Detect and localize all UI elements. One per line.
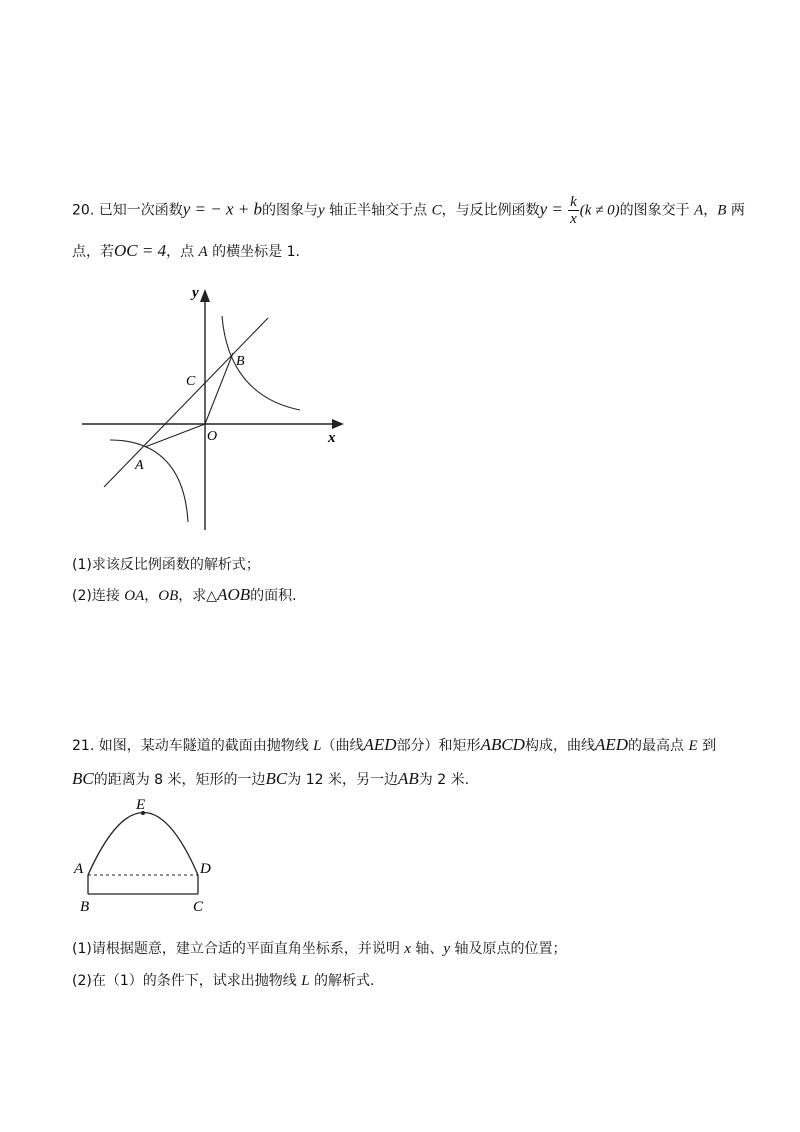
q20-figure	[80, 282, 350, 534]
q20-line-1: 20. 已知一次函数y = − x + b的图象与y 轴正半轴交于点 C，与反比例函数y = $\frac{k}{x}$ (k ≠ 0)的图象交于 A，B 两	[72, 194, 745, 227]
hyperbola-branch-3	[110, 440, 188, 522]
point-d-label: D	[200, 861, 211, 877]
q20-line-2: 点，若OC = 4，点 A 的横坐标是 1.	[72, 241, 300, 260]
q20-part-2: (2)连接 OA，OB，求△AOB的面积.	[72, 585, 297, 604]
segment-ob	[205, 353, 233, 424]
linear-equation: = − x + b	[190, 199, 262, 219]
point-b-label: B	[80, 899, 90, 915]
y-axis-arrow-icon	[200, 289, 210, 302]
q21-part-1: (1)请根据题意，建立合适的平面直角坐标系，并说明 x 轴、y 轴及原点的位置；	[72, 941, 567, 957]
parabola-arc	[88, 813, 198, 876]
y-axis-label: y	[192, 285, 199, 301]
q20-part-1: (1)求该反比例函数的解析式；	[72, 557, 260, 573]
x-axis-label: x	[328, 430, 336, 446]
q21-line-2: BC的距离为 8 米，矩形的一边BC为 12 米，另一边AB为 2 米.	[72, 769, 470, 788]
linear-function-line	[104, 318, 268, 487]
point-a-label: A	[74, 861, 84, 877]
oc-equation: OC = 4	[114, 241, 167, 260]
point-e-label: E	[136, 797, 146, 813]
hyperbola-branch-1	[222, 316, 300, 410]
point-b-label: B	[236, 354, 245, 369]
q21-line-1: 21. 如图，某动车隧道的截面由抛物线 L（曲线AED部分）和矩形ABCD构成，曲线AED的最高点 E 到	[72, 735, 717, 754]
q21-number: 21.	[72, 738, 95, 754]
k-condition: (k ≠ 0)	[579, 202, 620, 219]
q20-number: 20.	[72, 202, 95, 219]
q21-part-2: (2)在（1）的条件下，试求出抛物线 L 的解析式.	[72, 973, 375, 989]
origin-label: O	[207, 429, 218, 444]
point-a-label: A	[135, 458, 144, 473]
point-c-label: C	[186, 374, 196, 389]
q21-figure	[70, 796, 220, 916]
inverse-fraction: $\frac{k}{x}$	[570, 194, 577, 227]
x-axis-arrow-icon	[332, 419, 344, 429]
point-c-label: C	[193, 899, 204, 915]
